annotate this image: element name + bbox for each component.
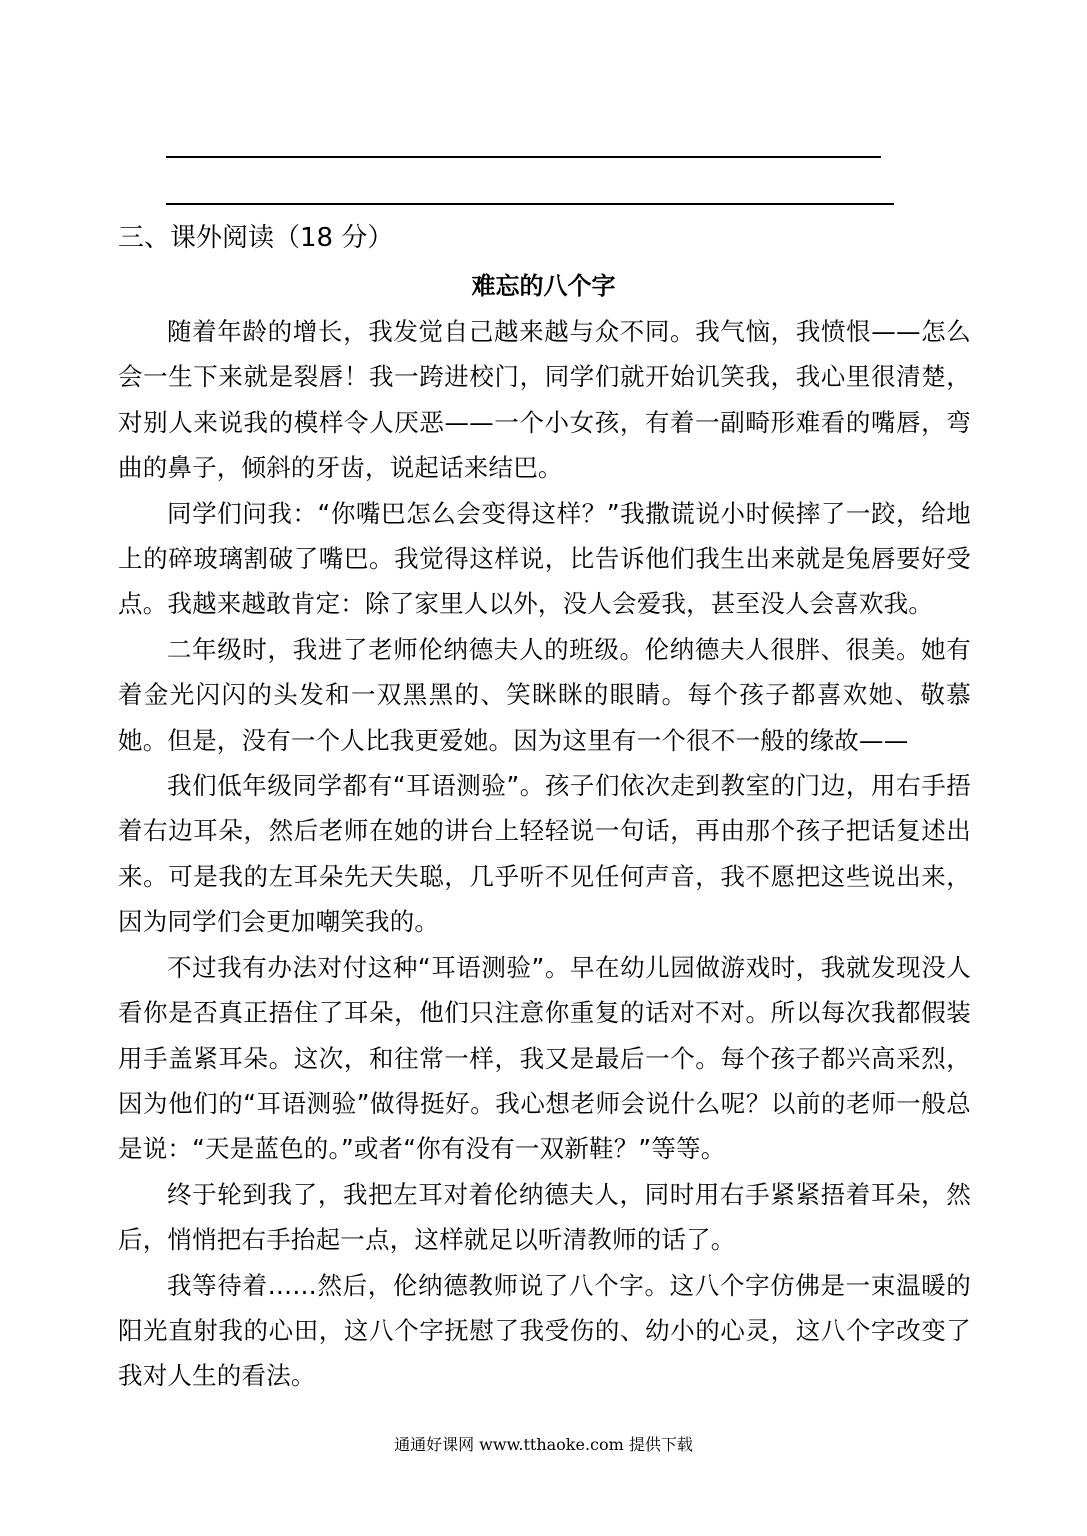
paragraph: 二年级时，我进了老师伦纳德夫人的班级。伦纳德夫人很胖、很美。她有着金光闪闪的头发和一双黑黑的、笑眯眯的眼睛。每个孩子都喜欢她、敬慕她。但是，没有一个人比我更爱她。因为这里有一个很不一般的缘故—— — [118, 634, 971, 755]
paragraph: 随着年龄的增长，我发觉自己越来越与众不同。我气恼，我愤恨——怎么会一生下来就是裂唇！我一跨进校门，同学们就开始讥笑我，我心里很清楚，对别人来说我的模样令人厌恶——一个小女孩，有着一副畸形难看的嘴唇，弯曲的鼻子，倾斜的牙齿，说起话来结巴。 — [118, 317, 971, 483]
paragraph: 我等待着……然后，伦纳德教师说了八个字。这八个字仿佛是一束温暖的阳光直射我的心田，这八个字抚慰了我受伤的、幼小的心灵，这八个字改变了我对人生的看法。 — [118, 1270, 971, 1391]
section-heading: 三、课外阅读（18 分） — [118, 223, 394, 253]
page-footer: 通通好课网 www.tthaoke.com 提供下载 — [394, 1435, 693, 1454]
paragraph: 不过我有办法对付这种“耳语测验”。早在幼儿园做游戏时，我就发现没人看你是否真正捂住了耳朵，他们只注意你重复的话对不对。所以每次我都假装用手盖紧耳朵。这次，和往常一样，我又是最后一个。每个孩子都兴高采烈，因为他们的“耳语测验”做得挺好。我心想老师会说什么呢？以前的老师一般总是说：“天是蓝色的。”或者“你有没有一双新鞋？”等等。 — [118, 952, 971, 1164]
paragraph: 我们低年级同学都有“耳语测验”。孩子们依次走到教室的门边，用右手捂着右边耳朵，然后老师在她的讲台上轻轻说一句话，再由那个孩子把话复述出来。可是我的左耳朵先天失聪，几乎听不见任何声音，我不愿把这些说出来，因为同学们会更加嘲笑我的。 — [118, 771, 971, 937]
passage-body — [118, 309, 971, 1399]
answer-line-1 — [166, 156, 881, 158]
paragraph: 同学们问我：“你嘴巴怎么会变得这样？”我撒谎说小时候摔了一跤，给地上的碎玻璃割破了嘴巴。我觉得这样说，比告诉他们我生出来就是兔唇要好受点。我越来越敢肯定：除了家里人以外，没人会爱我，甚至没人会喜欢我。 — [118, 498, 971, 619]
passage-title: 难忘的八个字 — [471, 272, 616, 300]
answer-line-2 — [166, 203, 894, 205]
paragraph: 终于轮到我了，我把左耳对着伦纳德夫人，同时用右手紧紧捂着耳朵，然后，悄悄把右手抬起一点，这样就足以听清教师的话了。 — [118, 1179, 971, 1255]
